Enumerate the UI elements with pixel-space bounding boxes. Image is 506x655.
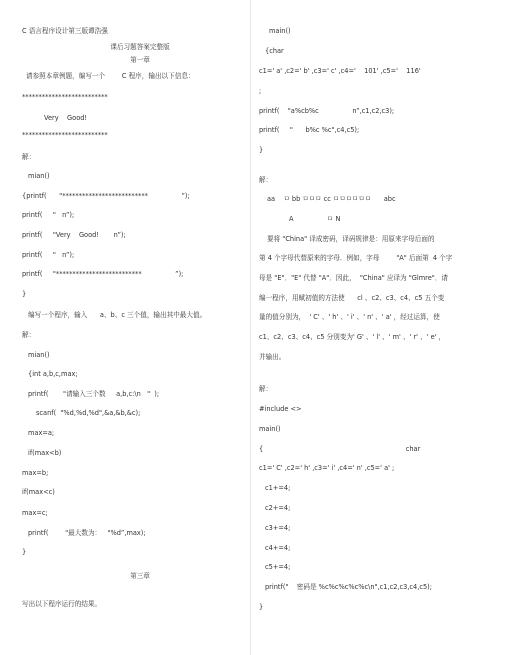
left-text-line: mian() (28, 351, 50, 359)
left-text-line: printf( "************************** ”); (22, 270, 184, 278)
right-text-line: { char (259, 445, 421, 453)
left-text-line: printf( "请输入三个数 a,b,c:\n " ); (28, 390, 160, 398)
right-text-line: } (259, 146, 264, 154)
right-text-line: printf( " b%c %c",c4,c5); (259, 126, 360, 134)
left-text-line: ************************** (22, 93, 108, 101)
left-text-line: 课后习题答案完整版 (110, 43, 170, 51)
left-text-line: printf( " n”); (22, 211, 75, 219)
right-text-line: c5+=4; (265, 563, 291, 571)
left-text-line: {printf( "************************** ”); (22, 192, 190, 200)
right-text-line: c1、c2、c3、c4、c5 分别变为' G' 、' l' 、' m' 、' r' 、' e' ， (259, 333, 446, 341)
right-text-line: 第 4 个字母代替原来的字母．例如，字母 "A" 后面第 4 个字 (259, 254, 453, 262)
left-text-line: printf( "最大数为： "%d”,max); (28, 529, 146, 537)
left-text-line: printf( " n”); (22, 251, 75, 259)
left-text-line: 第三章 (130, 572, 150, 580)
right-text-line: c1+=4; (265, 484, 291, 492)
right-text-line: c4+=4; (265, 544, 291, 552)
right-text-line: #include <> (259, 405, 302, 413)
right-text-line: 母是 "E"．"E" 代替 "A"．因此， "China" 应译为 "Glmre"．请 (259, 274, 448, 282)
left-text-line: Very Good! (44, 114, 88, 122)
right-text-line: printf( "a%cb%c n”,c1,c2,c3); (259, 107, 395, 115)
right-text-line: {char (265, 47, 284, 55)
right-text-line: ; (259, 87, 262, 95)
right-text-line: c1=' C' ,c2=' h' ,c3=' i' ,c4=' n' ,c5=' a' ; (259, 464, 395, 472)
right-text-line: 要将 "China" 译成密码，译码规律是：用原来字母后面的 (267, 235, 435, 243)
left-text-line: max=a; (28, 429, 55, 437)
right-text-line: printf(" 密码是 %c%c%c%c%c\n",c1,c2,c3,c4,c5); (265, 583, 432, 591)
left-text-line: 编写一个程序，输入 a、b、c 三个值，输出其中最大值。 (28, 311, 207, 319)
left-text-line: 第一章 (130, 56, 150, 64)
left-text-line: if(max<c) (22, 488, 55, 496)
right-text-line: c1=' a' ,c2=' b' ,c3=' c' ,c4=' 101' ,c5=' 116' (259, 67, 421, 75)
left-text-line: 写出以下程序运行的结果。 (22, 600, 102, 608)
right-text-line: } (259, 603, 264, 611)
left-text-line: {int a,b,c,max; (28, 370, 78, 378)
left-text-line: 解： (22, 153, 36, 161)
left-text-line: mian() (28, 172, 50, 180)
right-text-line: 解： (259, 176, 273, 184)
column-divider (250, 0, 251, 655)
left-text-line: 解： (22, 331, 36, 339)
right-text-line: main() (269, 27, 291, 35)
right-text-line: A ㅁ N (289, 215, 341, 223)
left-text-line: scanf( "%d,%d,%d",&a,&b,&c); (36, 409, 141, 417)
right-text-line: 并输出。 (259, 353, 286, 361)
right-text-line: main() (259, 425, 281, 433)
left-text-line: C 语言程序设计第三版谭浩强 (22, 27, 108, 35)
right-text-line: c2+=4; (265, 504, 291, 512)
left-text-line: printf( "Very Good! n”); (22, 231, 126, 239)
left-text-line: ************************** (22, 131, 108, 139)
right-text-line: 解： (259, 385, 273, 393)
left-text-line: max=c; (22, 509, 48, 517)
left-text-line: 请参照本章例题，编写一个 C 程序，输出以下信息： (26, 72, 195, 80)
right-text-line: 量的值分别为， ' C' 、' h' 、' i' 、' n' 、' a' ，经过运算，使 (259, 313, 440, 321)
left-text-line: max=b; (22, 469, 49, 477)
right-text-line: 编一程序，用赋初值的方法使 cl 、c2、c3、c4、c5 五个变 (259, 294, 445, 302)
left-text-line: if(max<b) (28, 449, 62, 457)
right-text-line: aa ㅁ bb ㅁㅁㅁ cc ㅁㅁㅁㅁㅁㅁ abc (267, 195, 396, 203)
right-text-line: c3+=4; (265, 524, 291, 532)
left-text-line: } (22, 548, 27, 556)
left-text-line: } (22, 290, 27, 298)
